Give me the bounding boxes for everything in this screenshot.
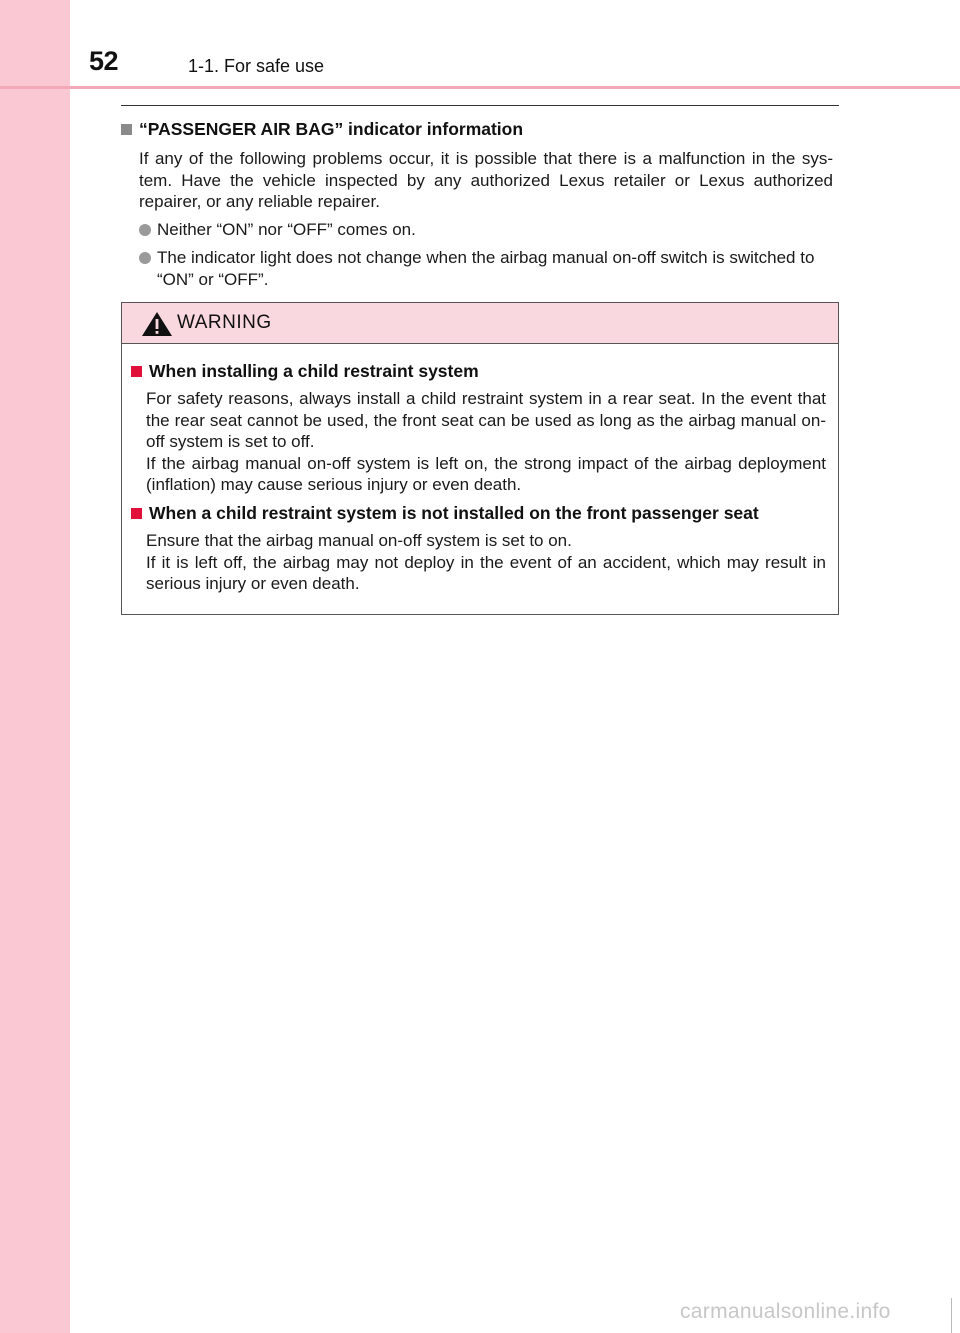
warning-header	[122, 303, 838, 344]
circle-bullet-icon	[139, 252, 151, 264]
watermark: carmanualsonline.info	[680, 1300, 891, 1323]
info-intro-block	[139, 148, 833, 213]
list-item-text: The indicator light does not change when the airbag manual on-off switch is switched to “ON” or “OFF”.	[157, 248, 815, 289]
list-item-text: Neither “ON” nor “OFF” comes on.	[157, 220, 416, 239]
side-color-strip	[0, 0, 70, 1333]
square-bullet-icon	[131, 508, 142, 519]
content-divider	[121, 105, 839, 106]
warning-paragraph: If the airbag manual on-off system is left on, the strong impact of the airbag deployment (inflation) may cause serious injury or even death.	[146, 453, 826, 494]
warning-paragraph: Ensure that the airbag manual on-off system is set to on.	[146, 531, 572, 550]
warning-item-body	[146, 388, 826, 496]
info-bullet-2	[139, 247, 839, 290]
warning-item-body	[146, 530, 826, 595]
warning-item-title	[131, 503, 826, 524]
footer-tick	[951, 1298, 952, 1333]
warning-triangle-icon	[141, 311, 173, 337]
square-bullet-icon	[131, 366, 142, 377]
info-bullet-1	[139, 219, 839, 241]
warning-item-title-text: When a child restraint system is not installed on the front passenger seat	[149, 503, 759, 523]
info-heading-text: “PASSENGER AIR BAG” indicator information	[139, 119, 524, 139]
info-intro: If any of the following problems occur, it is possible that there is a malfunction in the sys-tem. Have the vehicle inspected by any authorized Lexus retailer or Lexus authorized repairer, or any reliable repairer.	[139, 149, 833, 211]
list-item	[139, 247, 839, 290]
warning-paragraph: If it is left off, the airbag may not deploy in the event of an accident, which may result in serious injury or even death.	[146, 552, 826, 593]
section-title: 1-1. For safe use	[188, 56, 325, 76]
warning-item-title	[131, 361, 826, 382]
info-section	[121, 119, 839, 140]
warning-item-title-text: When installing a child restraint system	[149, 361, 479, 381]
warning-box	[121, 302, 839, 615]
header-divider	[0, 86, 960, 89]
warning-item-1	[131, 361, 826, 496]
circle-bullet-icon	[139, 224, 151, 236]
list-item	[139, 219, 839, 241]
warning-label: WARNING	[177, 312, 272, 333]
info-heading	[121, 119, 839, 140]
page-number: 52	[89, 46, 119, 76]
square-bullet-icon	[121, 124, 132, 135]
warning-item-2	[131, 503, 826, 595]
warning-paragraph: For safety reasons, always install a child restraint system in a rear seat. In the event that the rear seat cannot be used, the front seat can be used as long as the airbag manual on-off system is set to off.	[146, 389, 826, 451]
